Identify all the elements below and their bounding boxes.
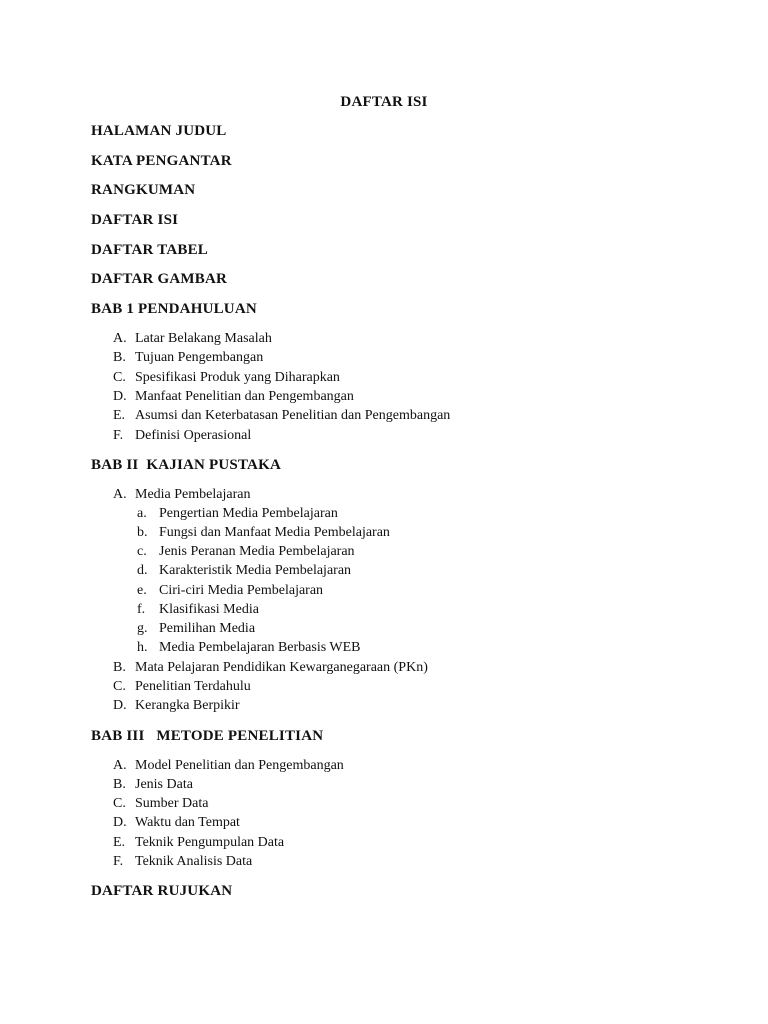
list-marker: B.	[113, 660, 126, 675]
toc-subitem	[137, 545, 355, 559]
list-marker: D.	[113, 698, 127, 713]
toc-item	[113, 351, 263, 365]
toc-item-label: Asumsi dan Keterbatasan Penelitian dan Pengembangan	[135, 408, 451, 423]
toc-item	[113, 409, 450, 423]
toc-item-label: Latar Belakang Masalah	[135, 331, 272, 346]
toc-heading-daftar-isi: DAFTAR ISI	[91, 212, 179, 228]
toc-heading-kata-pengantar: KATA PENGANTAR	[91, 153, 232, 169]
list-marker: A.	[113, 487, 127, 502]
list-marker: F.	[113, 428, 124, 443]
list-marker: D.	[113, 389, 127, 404]
toc-item-label: Tujuan Pengembangan	[135, 350, 264, 365]
toc-item-label: Penelitian Terdahulu	[135, 679, 251, 694]
toc-heading-daftar-gambar: DAFTAR GAMBAR	[91, 271, 228, 287]
toc-item-label: Teknik Pengumpulan Data	[135, 835, 285, 850]
toc-heading-halaman-judul: HALAMAN JUDUL	[91, 123, 227, 139]
list-marker: e.	[137, 583, 147, 598]
list-marker: b.	[137, 525, 148, 540]
toc-item	[113, 429, 251, 443]
toc-item-label: Manfaat Penelitian dan Pengembangan	[135, 389, 354, 404]
list-marker: A.	[113, 758, 127, 773]
toc-item	[113, 855, 252, 869]
toc-subitem-label: Klasifikasi Media	[159, 602, 259, 617]
toc-item-label: Kerangka Berpikir	[135, 698, 240, 713]
toc-subitem-label: Karakteristik Media Pembelajaran	[159, 563, 352, 578]
list-marker: c.	[137, 544, 147, 559]
toc-item-label: Sumber Data	[135, 796, 209, 811]
list-marker: D.	[113, 815, 127, 830]
toc-item-label: Teknik Analisis Data	[135, 854, 253, 869]
toc-item-label: Waktu dan Tempat	[135, 815, 240, 830]
page-title: DAFTAR ISI	[340, 94, 428, 110]
toc-item	[113, 332, 272, 346]
list-marker: d.	[137, 563, 148, 578]
toc-subitem	[137, 641, 361, 655]
toc-item	[113, 816, 240, 830]
toc-item	[113, 680, 251, 694]
list-marker: C.	[113, 370, 126, 385]
list-marker: B.	[113, 350, 126, 365]
toc-item	[113, 699, 240, 713]
toc-heading-rangkuman: RANGKUMAN	[91, 182, 196, 198]
toc-subitem-label: Pemilihan Media	[159, 621, 256, 636]
toc-item-label: Mata Pelajaran Pendidikan Kewarganegaraan (PKn)	[135, 660, 428, 675]
toc-item	[113, 488, 250, 502]
list-marker: C.	[113, 679, 126, 694]
toc-subitem	[137, 564, 351, 578]
toc-item	[113, 797, 208, 811]
toc-subitem-label: Jenis Peranan Media Pembelajaran	[159, 544, 355, 559]
list-marker: g.	[137, 621, 148, 636]
toc-heading-bab1: BAB 1 PENDAHULUAN	[91, 301, 257, 317]
list-marker: f.	[137, 602, 146, 617]
toc-subitem-label: Fungsi dan Manfaat Media Pembelajaran	[159, 525, 390, 540]
toc-item	[113, 759, 344, 773]
toc-item	[113, 371, 340, 385]
toc-subitem	[137, 622, 255, 636]
toc-item	[113, 390, 354, 404]
toc-item-label: Model Penelitian dan Pengembangan	[135, 758, 344, 773]
toc-item-label: Spesifikasi Produk yang Diharapkan	[135, 370, 340, 385]
toc-item	[113, 778, 193, 792]
list-marker: F.	[113, 854, 124, 869]
toc-subitem	[137, 507, 338, 521]
toc-subitem-label: Pengertian Media Pembelajaran	[159, 506, 338, 521]
toc-item-label: Definisi Operasional	[135, 428, 252, 443]
toc-heading-daftar-tabel: DAFTAR TABEL	[91, 242, 209, 258]
toc-heading-daftar-rujukan: DAFTAR RUJUKAN	[91, 883, 233, 899]
toc-item	[113, 661, 428, 675]
list-marker: E.	[113, 408, 126, 423]
list-marker: A.	[113, 331, 127, 346]
toc-item-label: Media Pembelajaran	[135, 487, 251, 502]
list-marker: E.	[113, 835, 126, 850]
toc-subitem-label: Media Pembelajaran Berbasis WEB	[159, 640, 361, 655]
toc-subitem	[137, 526, 390, 540]
list-marker: a.	[137, 506, 147, 521]
toc-heading-bab2: BAB II KAJIAN PUSTAKA	[91, 457, 281, 473]
toc-item-label: Jenis Data	[135, 777, 193, 792]
toc-item	[113, 836, 284, 850]
toc-subitem-label: Ciri-ciri Media Pembelajaran	[159, 583, 324, 598]
toc-subitem	[137, 584, 323, 598]
toc-heading-bab3: BAB III METODE PENELITIAN	[91, 728, 324, 744]
list-marker: C.	[113, 796, 126, 811]
toc-subitem	[137, 603, 259, 617]
list-marker: B.	[113, 777, 126, 792]
list-marker: h.	[137, 640, 148, 655]
